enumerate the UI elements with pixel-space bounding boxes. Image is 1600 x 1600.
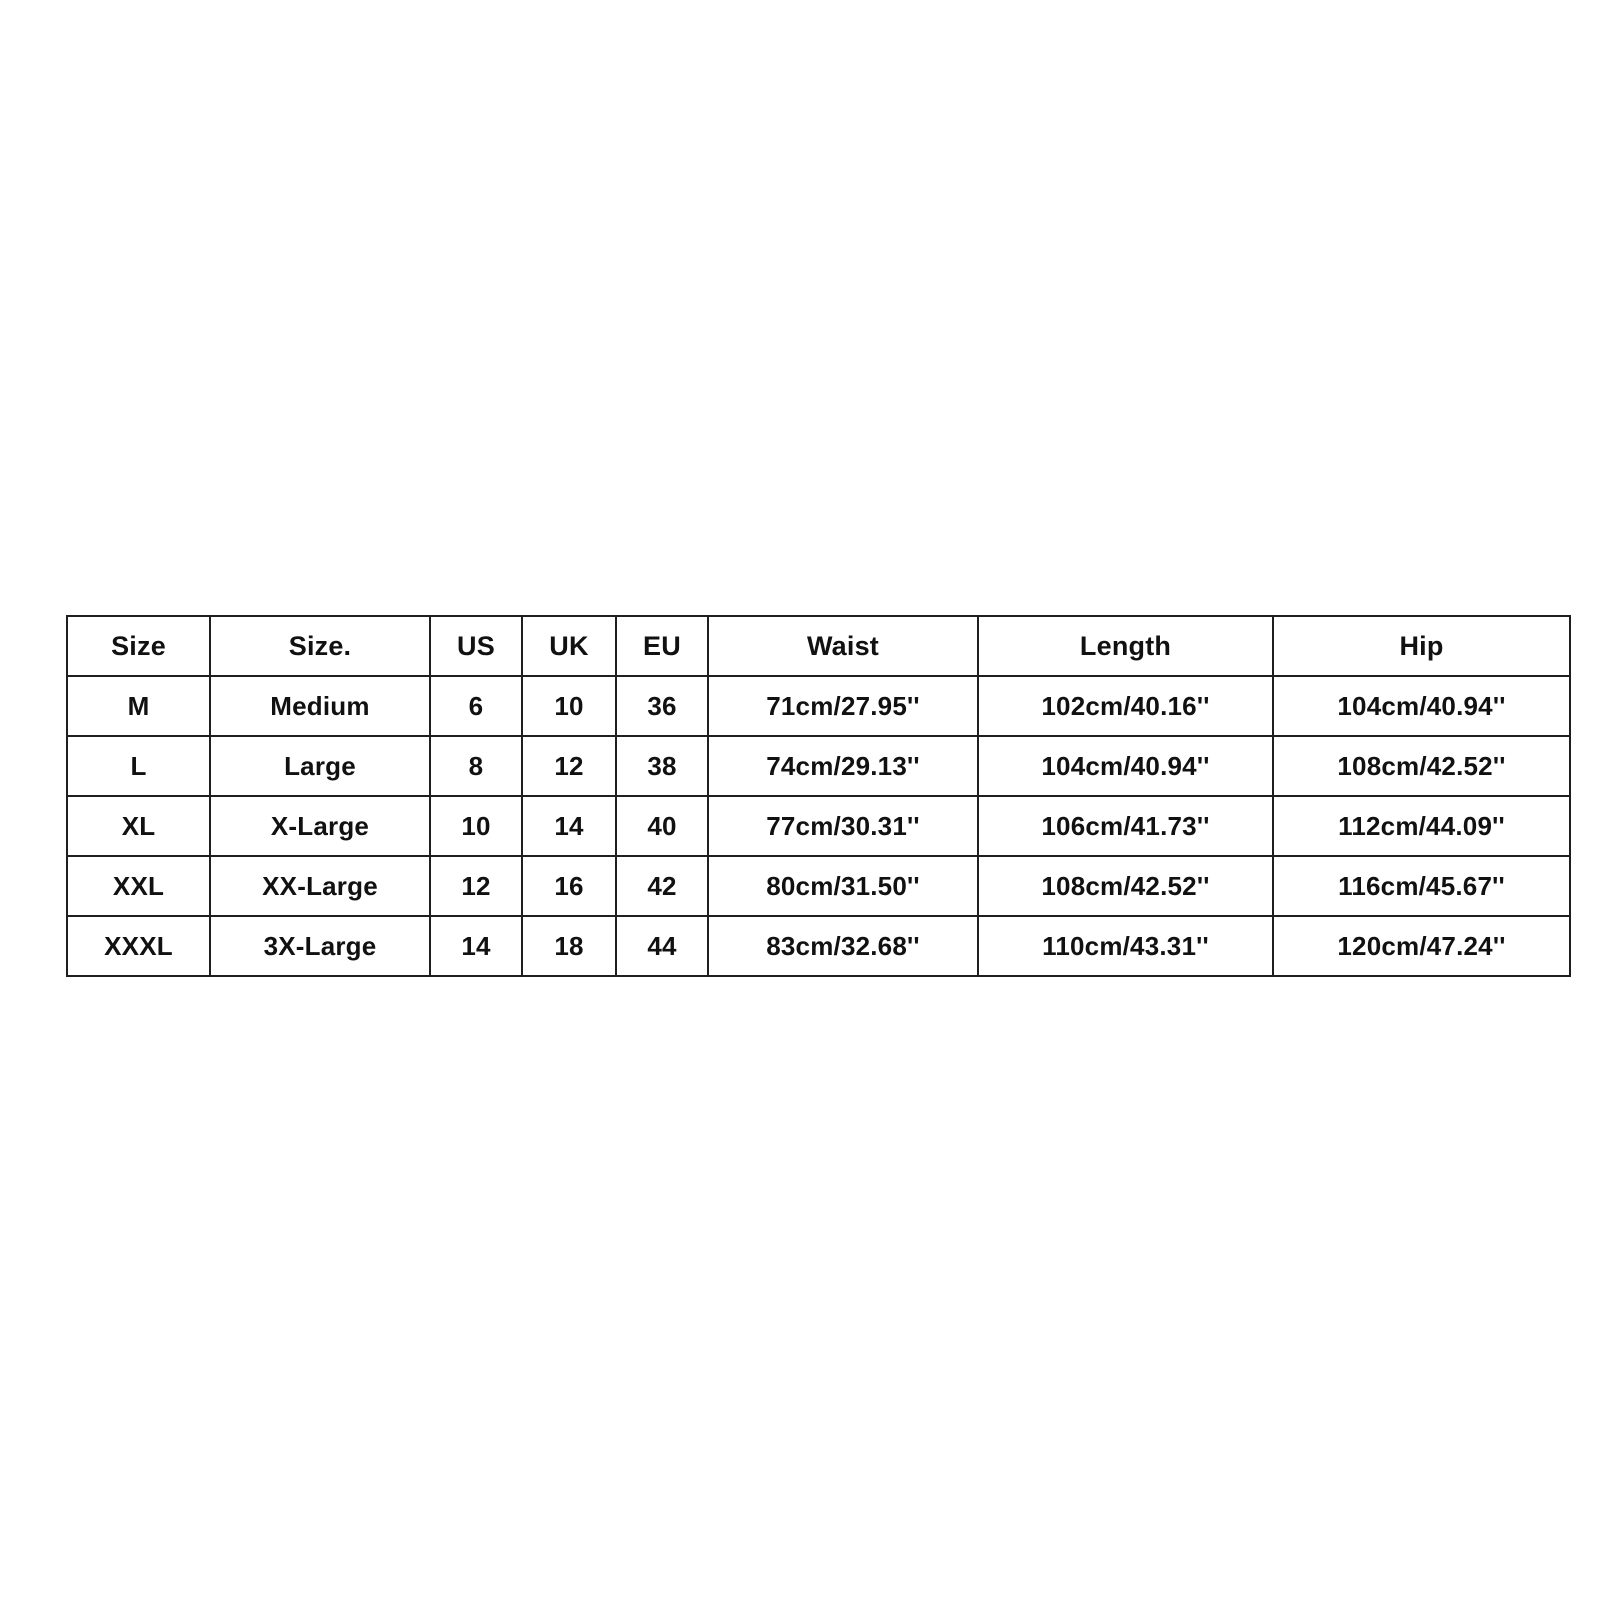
cell-size-name: Medium (210, 676, 430, 736)
cell-us: 14 (430, 916, 522, 976)
cell-us: 12 (430, 856, 522, 916)
cell-eu: 44 (616, 916, 708, 976)
cell-hip: 112cm/44.09'' (1273, 796, 1570, 856)
cell-us: 10 (430, 796, 522, 856)
column-header-hip: Hip (1273, 616, 1570, 676)
cell-size-name: Large (210, 736, 430, 796)
table-header-row (67, 616, 1570, 676)
cell-size-name: XX-Large (210, 856, 430, 916)
cell-eu: 42 (616, 856, 708, 916)
cell-waist: 83cm/32.68'' (708, 916, 978, 976)
cell-us: 6 (430, 676, 522, 736)
cell-uk: 14 (522, 796, 616, 856)
cell-waist: 74cm/29.13'' (708, 736, 978, 796)
cell-length: 104cm/40.94'' (978, 736, 1273, 796)
cell-uk: 10 (522, 676, 616, 736)
cell-uk: 12 (522, 736, 616, 796)
cell-size-name: 3X-Large (210, 916, 430, 976)
size-chart-table (66, 615, 1571, 977)
cell-size: M (67, 676, 210, 736)
column-header-size-name: Size. (210, 616, 430, 676)
table-row (67, 796, 1570, 856)
cell-length: 106cm/41.73'' (978, 796, 1273, 856)
cell-waist: 80cm/31.50'' (708, 856, 978, 916)
table-row (67, 736, 1570, 796)
table-row (67, 916, 1570, 976)
cell-eu: 40 (616, 796, 708, 856)
cell-size: XXL (67, 856, 210, 916)
cell-length: 102cm/40.16'' (978, 676, 1273, 736)
cell-size: XL (67, 796, 210, 856)
table-row (67, 856, 1570, 916)
column-header-length: Length (978, 616, 1273, 676)
column-header-waist: Waist (708, 616, 978, 676)
table-row (67, 676, 1570, 736)
cell-hip: 104cm/40.94'' (1273, 676, 1570, 736)
cell-eu: 38 (616, 736, 708, 796)
cell-length: 108cm/42.52'' (978, 856, 1273, 916)
column-header-eu: EU (616, 616, 708, 676)
cell-hip: 108cm/42.52'' (1273, 736, 1570, 796)
cell-us: 8 (430, 736, 522, 796)
column-header-uk: UK (522, 616, 616, 676)
cell-size: XXXL (67, 916, 210, 976)
cell-hip: 116cm/45.67'' (1273, 856, 1570, 916)
cell-length: 110cm/43.31'' (978, 916, 1273, 976)
cell-hip: 120cm/47.24'' (1273, 916, 1570, 976)
cell-eu: 36 (616, 676, 708, 736)
column-header-size: Size (67, 616, 210, 676)
cell-size-name: X-Large (210, 796, 430, 856)
cell-waist: 71cm/27.95'' (708, 676, 978, 736)
cell-waist: 77cm/30.31'' (708, 796, 978, 856)
cell-uk: 18 (522, 916, 616, 976)
cell-uk: 16 (522, 856, 616, 916)
column-header-us: US (430, 616, 522, 676)
cell-size: L (67, 736, 210, 796)
